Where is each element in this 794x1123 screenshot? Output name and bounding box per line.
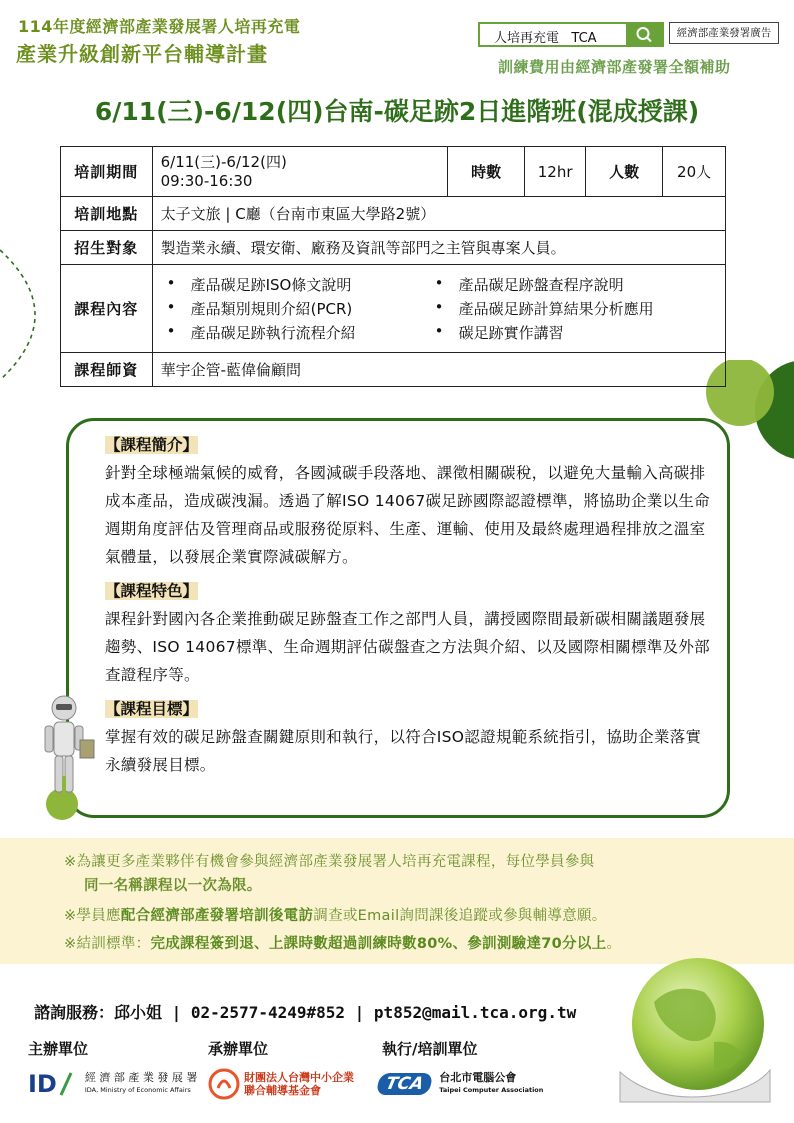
- feature-heading: [105, 579, 711, 601]
- period-value: [152, 147, 447, 197]
- host-name: [85, 1071, 197, 1097]
- notice-3: [64, 932, 621, 953]
- organizer-label: 承辦單位: [208, 1040, 269, 1058]
- subsidy-note: 訓練費用由經濟部產發署全額補助: [498, 58, 731, 76]
- host-name-zh: 經 濟 部 產 業 發 展 署: [84, 1071, 198, 1084]
- ida-logo-mark: ID: [28, 1070, 57, 1098]
- ad-badge: 經濟部產業發署廣告: [669, 22, 779, 44]
- table-row: [61, 265, 726, 353]
- organizer-name: [244, 1071, 354, 1097]
- people-value: 20人: [663, 147, 726, 197]
- target-value: 製造業永續、環安衛、廠務及資訊等部門之主管與專案人員。: [152, 231, 725, 265]
- notice-2c: 調查或Email詢問課後追蹤或參與輔導意願。: [313, 908, 607, 924]
- table-row: [61, 147, 726, 197]
- organizer-name-1: 財團法人台灣中小企業: [244, 1071, 354, 1084]
- notice-3a: ※結訓標準：: [64, 936, 151, 952]
- robot-icon: [40, 690, 96, 820]
- search-icon: [626, 24, 662, 45]
- list-item: • 產品碳足跡執行流程介紹: [161, 322, 429, 343]
- teacher-value: 華宇企管-藍偉倫顧問: [152, 353, 725, 387]
- hours-label: 時數: [448, 147, 525, 197]
- organizer-logo: [208, 1066, 354, 1102]
- search-button[interactable]: [626, 24, 662, 45]
- notice-2a: ※學員應: [64, 908, 121, 924]
- content-list: [161, 274, 717, 343]
- notice-band: [0, 838, 794, 964]
- executor-name-en: Taipei Computer Association: [439, 1086, 544, 1094]
- program-year-title: 114年度經濟部產業發展署人培再充電: [18, 17, 301, 36]
- content-label: 課程內容: [61, 265, 153, 353]
- ida-logo-slash-icon: [59, 1071, 73, 1097]
- summary-text: 針對全球極端氣候的威脅，各國減碳手段落地、課徵相關碳稅，以避免大量輸入高碳排成本產品，造成碳洩漏。透過了解ISO 14067碳足跡國際認證標準，將協助企業以生命週期角度評估及管理商品或服務從原料、生產、運輸、使用及最終處理過程排放之溫室氣體量，以發展企業實際減碳解方。: [105, 464, 710, 566]
- contact-info: 諮詢服務：邱小姐 | 02-2577-4249#852 | pt852@mail.tca.org.tw: [34, 1003, 577, 1022]
- summary-heading: [105, 433, 711, 455]
- search-text: 人培再充電 TCA: [494, 31, 597, 46]
- tca-logo-mark: TCA: [376, 1073, 434, 1095]
- content-list-cell: [152, 265, 725, 353]
- smeg-logo-icon: [208, 1068, 240, 1100]
- notice-2: [64, 904, 607, 925]
- table-row: [61, 353, 726, 387]
- goal-heading: [105, 697, 711, 719]
- dashed-arc-decoration: [0, 230, 60, 400]
- summary-heading-text: 【課程簡介】: [105, 436, 199, 454]
- notice-3b: 完成課程簽到退、上課時數超過訓練時數80%、參訓測驗達70分以上: [150, 936, 607, 952]
- target-label: 招生對象: [61, 231, 153, 265]
- list-item: • 產品碳足跡ISO條文說明: [161, 274, 429, 295]
- program-name-title: 產業升級創新平台輔導計畫: [16, 42, 268, 66]
- list-item: • 產品碳足跡計算結果分析應用: [429, 298, 689, 319]
- notice-1a: ※為讓更多產業夥伴有機會參與經濟部產業發展署人培再充電課程，每位學員參與: [64, 854, 595, 870]
- location-value: 太子文旅 | C廳（台南市東區大學路2號）: [152, 197, 725, 231]
- list-item: • 產品碳足跡盤查程序說明: [429, 274, 689, 295]
- list-item: • 碳足跡實作講習: [429, 322, 689, 343]
- host-name-en: IDA, Ministry of Economic Affairs: [84, 1086, 191, 1094]
- table-row: [61, 197, 726, 231]
- executor-name: [439, 1071, 543, 1097]
- list-item: • 產品類別規則介紹(PCR): [161, 298, 429, 319]
- host-label: 主辦單位: [28, 1040, 89, 1058]
- period-times: 09:30-16:30: [160, 171, 253, 190]
- executor-logo: [378, 1066, 543, 1102]
- goal-heading-text: 【課程目標】: [105, 700, 199, 718]
- table-row: [61, 231, 726, 265]
- notice-3c: 。: [606, 936, 622, 952]
- notice-1b: 同一名稱課程以一次為限。: [84, 878, 262, 894]
- search-box[interactable]: [478, 22, 664, 47]
- executor-label: 執行/培訓單位: [382, 1040, 478, 1058]
- feature-heading-text: 【課程特色】: [105, 582, 199, 600]
- location-label: 培訓地點: [61, 197, 153, 231]
- course-info-table: [60, 146, 726, 387]
- period-dates: 6/11(三)-6/12(四): [160, 152, 287, 171]
- feature-text: 課程針對國內各企業推動碳足跡盤查工作之部門人員，講授國際間最新碳相關議題發展趨勢、ISO 14067標準、生命週期評估碳盤查之方法與介紹、以及國際相關標準及外部查證程序等。: [105, 610, 710, 684]
- period-label: 培訓期間: [61, 147, 153, 197]
- course-title: 6/11(三)-6/12(四)台南-碳足跡2日進階班(混成授課): [94, 97, 700, 126]
- goal-text: 掌握有效的碳足跡盤查關鍵原則和執行，以符合ISO認證規範系統指引，協助企業落實永續發展目標。: [105, 728, 702, 774]
- people-label: 人數: [585, 147, 662, 197]
- teacher-label: 課程師資: [61, 353, 153, 387]
- notice-2b: 配合經濟部產發署培訓後電訪: [120, 908, 314, 924]
- globe-icon: [614, 952, 774, 1112]
- organizer-name-2: 聯合輔導基金會: [244, 1084, 321, 1097]
- hours-value: 12hr: [525, 147, 586, 197]
- host-logo: [28, 1066, 197, 1102]
- executor-name-zh: 台北市電腦公會: [439, 1071, 517, 1084]
- course-intro-panel: [66, 418, 730, 818]
